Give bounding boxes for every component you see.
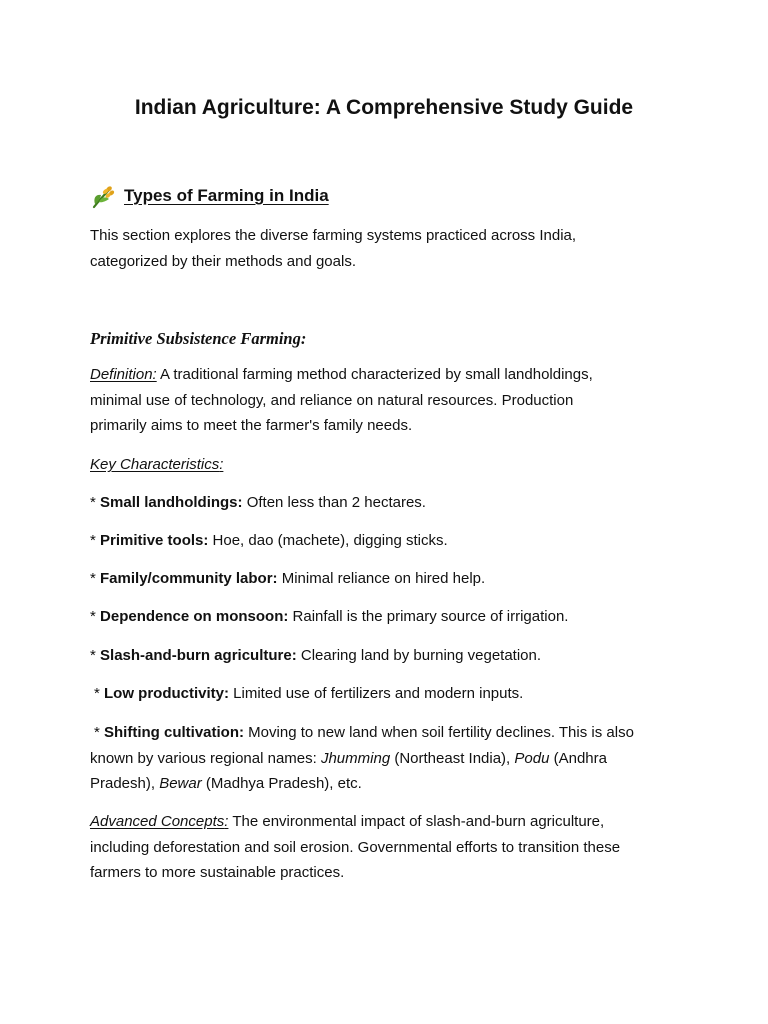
definition-label: Definition: [90,366,157,383]
item-term: Small landholdings: [100,494,243,511]
list-item [94,681,694,707]
advanced-line [90,809,690,835]
advanced-concepts-paragraph [90,809,690,886]
intro-line: This section explores the diverse farming systems practiced across India, [90,227,577,244]
advanced-line: farmers to more sustainable practices. [90,864,345,881]
section-heading-text: Types of Farming in India [124,186,329,205]
shifting-line [90,771,690,797]
advanced-label-colon: : [224,813,229,830]
bullet-marker: * [90,494,101,511]
item-desc: Hoe, dao (machete), digging sticks. [208,532,448,549]
advanced-line: including deforestation and soil erosion. Governmental efforts to transition these [90,838,621,856]
section-intro [90,223,690,274]
bullet-marker: * [94,685,105,702]
section-heading [90,182,329,210]
list-item-shifting [90,720,690,797]
regional-name: Bewar [159,775,202,792]
definition-line: primarily aims to meet the farmer's family needs. [90,417,413,434]
item-desc: (Northeast India), [390,749,515,767]
item-desc: Clearing land by burning vegetation. [296,647,542,664]
intro-line: categorized by their methods and goals. [90,252,356,270]
item-desc: Minimal reliance on hired help. [277,570,486,587]
regional-name: Jhumming [320,749,391,767]
wheat-sprout-icon [90,182,118,210]
bullet-marker: * [94,724,105,741]
key-label-colon: : [219,456,224,473]
advanced-label: Advanced Concepts [90,813,225,830]
item-term: Shifting cultivation: [104,724,245,741]
definition-line [90,362,690,388]
item-term: Dependence on monsoon: [100,608,289,625]
definition-line: minimal use of technology, and reliance on natural resources. Production [90,391,574,409]
shifting-line [90,746,690,772]
item-desc: (Andhra [549,749,607,767]
key-characteristics-label [90,452,690,478]
document-title: Indian Agriculture: A Comprehensive Study Guide [134,96,634,119]
key-label-text: Key Characteristics [90,456,220,473]
item-desc: known by various regional names: [90,749,321,767]
advanced-text: The environmental impact of slash-and-burn agriculture, [228,813,605,830]
bullet-marker: * [90,647,101,664]
item-desc: Limited use of fertilizers and modern inputs. [229,685,524,702]
list-item [90,566,690,592]
list-item [90,528,690,554]
regional-name: Podu [514,749,550,767]
bullet-marker: * [90,570,101,587]
item-term: Low productivity: [104,685,230,702]
shifting-line [90,720,690,746]
list-item [90,643,690,669]
item-desc: Pradesh), [90,775,160,792]
item-term: Slash-and-burn agriculture: [100,647,297,664]
list-item [90,604,690,630]
subsection-heading: Primitive Subsistence Farming: [90,329,307,348]
bullet-marker: * [90,608,101,625]
item-desc: Often less than 2 hectares. [242,494,426,511]
item-term: Family/community labor: [100,570,278,587]
bullet-marker: * [90,532,101,549]
list-item [90,490,690,516]
item-desc: (Madhya Pradesh), etc. [201,775,362,792]
item-term: Primitive tools: [100,532,209,549]
item-desc: Rainfall is the primary source of irrigation. [288,608,569,625]
item-desc: Moving to new land when soil fertility declines. This is also [244,724,634,741]
definition-paragraph [90,362,690,439]
definition-text: A traditional farming method characterized by small landholdings, [156,366,593,383]
